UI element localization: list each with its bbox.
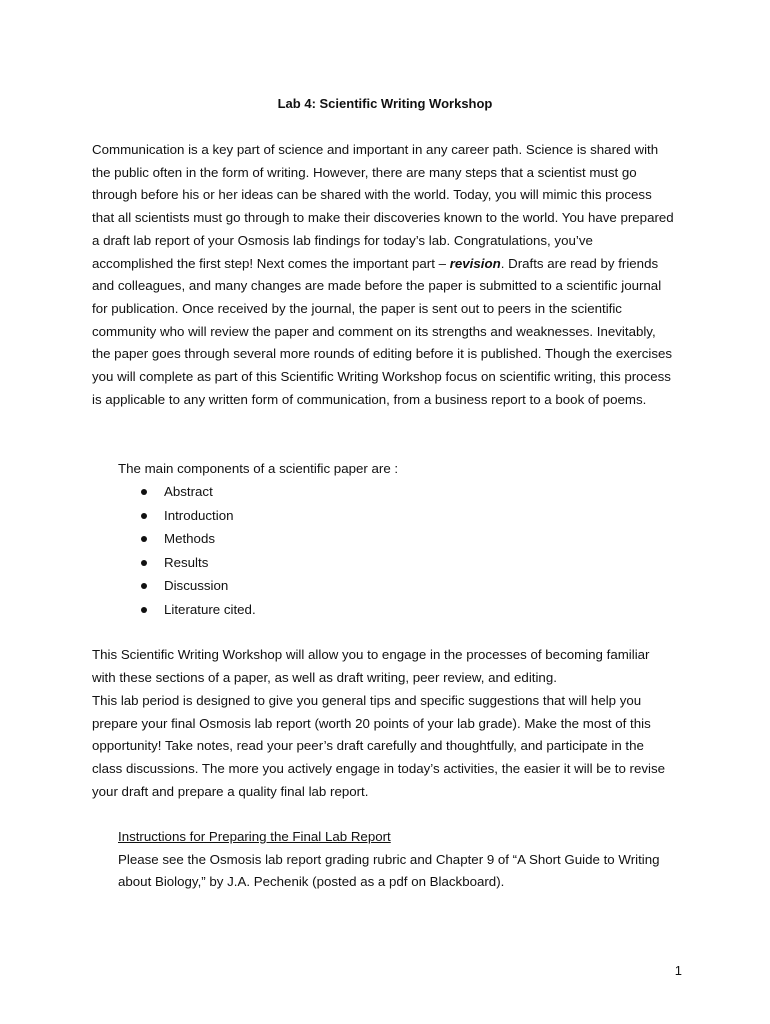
intro-text-before: Communication is a key part of science and important in any career path. Science is shared with the public often in the form of writing. However, there are many steps that a scientist must go through before his or her ideas can be shared with the world. Today, you will mimic this process that all scientists must go through to make their discoveries known to the world. You have prepared a draft lab report of your Osmosis lab findings for today’s lab. Congratulations, you’ve accomplished the first step! Next comes the important part – — [92, 142, 674, 271]
workshop-paragraph: This Scientific Writing Workshop will allow you to engage in the processes of becoming familiar with these sections of a paper, as well as draft writing, peer review, and editing. — [92, 647, 650, 685]
bullet-icon — [141, 583, 147, 589]
bullet-icon — [141, 513, 147, 519]
instructions-text: Please see the Osmosis lab report grading rubric and Chapter 9 of “A Short Guide to Writing about Biology,” by J.A. Pechenik (posted as a pdf on Blackboard). — [118, 851, 660, 889]
instructions-heading: Instructions for Preparing the Final Lab Report — [118, 829, 391, 844]
list-item: Results — [140, 551, 256, 575]
components-intro: The main components of a scientific paper are : — [118, 461, 399, 476]
instructions-section — [118, 826, 678, 894]
list-item: Abstract — [140, 480, 256, 504]
components-list — [140, 480, 256, 621]
lab-period-paragraph: This lab period is designed to give you general tips and specific suggestions that will help you prepare your final Osmosis lab report (worth 20 points of your lab grade). Make the most of this opportunity! Take notes, read your peer’s draft carefully and thoughtfully, and participate in the class discussions. The more you actively engage in today’s activities, the easier it will be to revise your draft and prepare a quality final lab report. — [92, 693, 666, 799]
bullet-icon — [141, 560, 147, 566]
bullet-icon — [141, 489, 147, 495]
bullet-icon — [141, 607, 147, 613]
bullet-icon — [141, 536, 147, 542]
page-number: 1 — [674, 963, 682, 978]
intro-text-after: . Drafts are read by friends and colleagues, and many changes are made before the paper is submitted to a scientific journal for publication. Once received by the journal, the paper is sent out to peers in the scientific community who will review the paper and comment on its strengths and weaknesses. Inevitably, the paper goes through several more rounds of editing before it is published. Though the exercises you will complete as part of this Scientific Writing Workshop focus on scientific writing, this process is applicable to any written form of communication, from a business report to a book of poems. — [92, 255, 673, 407]
revision-emphasis: revision — [449, 255, 501, 271]
list-item: Methods — [140, 527, 256, 551]
list-item: Literature cited. — [140, 598, 256, 622]
intro-paragraph — [92, 139, 676, 411]
list-item: Discussion — [140, 574, 256, 598]
list-item: Introduction — [140, 504, 256, 528]
document-title: Lab 4: Scientific Writing Workshop — [277, 96, 493, 111]
